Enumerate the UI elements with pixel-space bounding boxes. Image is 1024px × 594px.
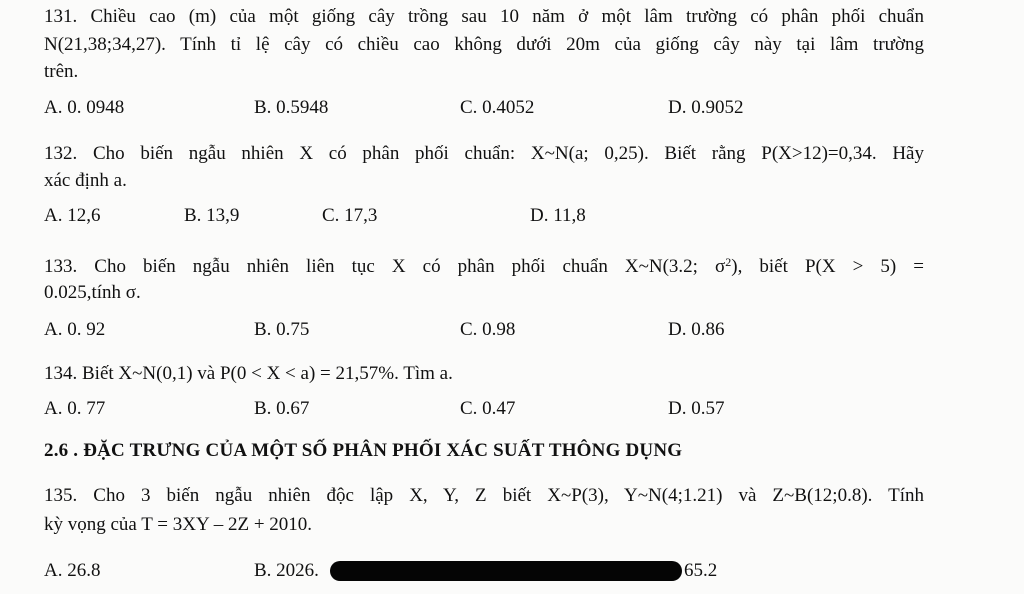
q134-option-d: D. 0.57	[668, 398, 725, 419]
q133-line1-main: 133. Cho biến ngẫu nhiên liên tục X có phân phối chuẩn X~N(3.2; σ	[44, 256, 726, 277]
q131-option-b: B. 0.5948	[254, 97, 329, 118]
q135-line2: kỳ vọng của T = 3XY – 2Z + 2010.	[44, 514, 313, 535]
q133-option-a: A. 0. 92	[44, 319, 106, 340]
q135-option-a: A. 26.8	[44, 560, 101, 581]
q133-option-b: B. 0.75	[254, 319, 310, 340]
q132-option-d: D. 11,8	[530, 205, 586, 226]
q135-option-b: B. 2026.	[254, 560, 319, 581]
section-heading: 2.6 . ĐẶC TRƯNG CỦA MỘT SỐ PHÂN PHỐI XÁC SUẤT THÔNG DỤNG	[44, 440, 683, 461]
q135-option-d-partial: 65.2	[684, 560, 718, 581]
q131-option-a: A. 0. 0948	[44, 97, 125, 118]
redaction-bar	[330, 561, 682, 581]
q133-option-d: D. 0.86	[668, 319, 725, 340]
q131-line1: 131. Chiều cao (m) của một giống cây trồng sau 10 năm ở một lâm trường có phân phối chuẩn	[44, 6, 924, 27]
q134-option-b: B. 0.67	[254, 398, 310, 419]
q132-option-c: C. 17,3	[322, 205, 378, 226]
q134-option-a: A. 0. 77	[44, 398, 106, 419]
q132-line1: 132. Cho biến ngẫu nhiên X có phân phối chuẩn: X~N(a; 0,25). Biết rằng P(X>12)=0,34. Hãy	[44, 143, 924, 164]
q131-line3: trên.	[44, 61, 79, 82]
q132-option-a: A. 12,6	[44, 205, 101, 226]
q131-option-d: D. 0.9052	[668, 97, 744, 118]
q134-option-c: C. 0.47	[460, 398, 516, 419]
q131-option-c: C. 0.4052	[460, 97, 535, 118]
q131-line2: N(21,38;34,27). Tính tỉ lệ cây có chiều cao không dưới 20m của giống cây này tại lâm trường	[44, 34, 924, 55]
q133-line2: 0.025,tính σ.	[44, 282, 141, 303]
q133-sigma-exponent: 2	[725, 255, 732, 269]
q133-line1	[44, 255, 924, 279]
q133-option-c: C. 0.98	[460, 319, 516, 340]
q132-line2: xác định a.	[44, 170, 127, 191]
q134-line1: 134. Biết X~N(0,1) và P(0 < X < a) = 21,57%. Tìm a.	[44, 363, 453, 384]
q135-line1: 135. Cho 3 biến ngẫu nhiên độc lập X, Y, Z biết X~P(3), Y~N(4;1.21) và Z~B(12;0.8). Tính	[44, 485, 924, 506]
q133-line1-tail: ), biết P(X > 5) =	[731, 256, 924, 277]
q132-option-b: B. 13,9	[184, 205, 240, 226]
